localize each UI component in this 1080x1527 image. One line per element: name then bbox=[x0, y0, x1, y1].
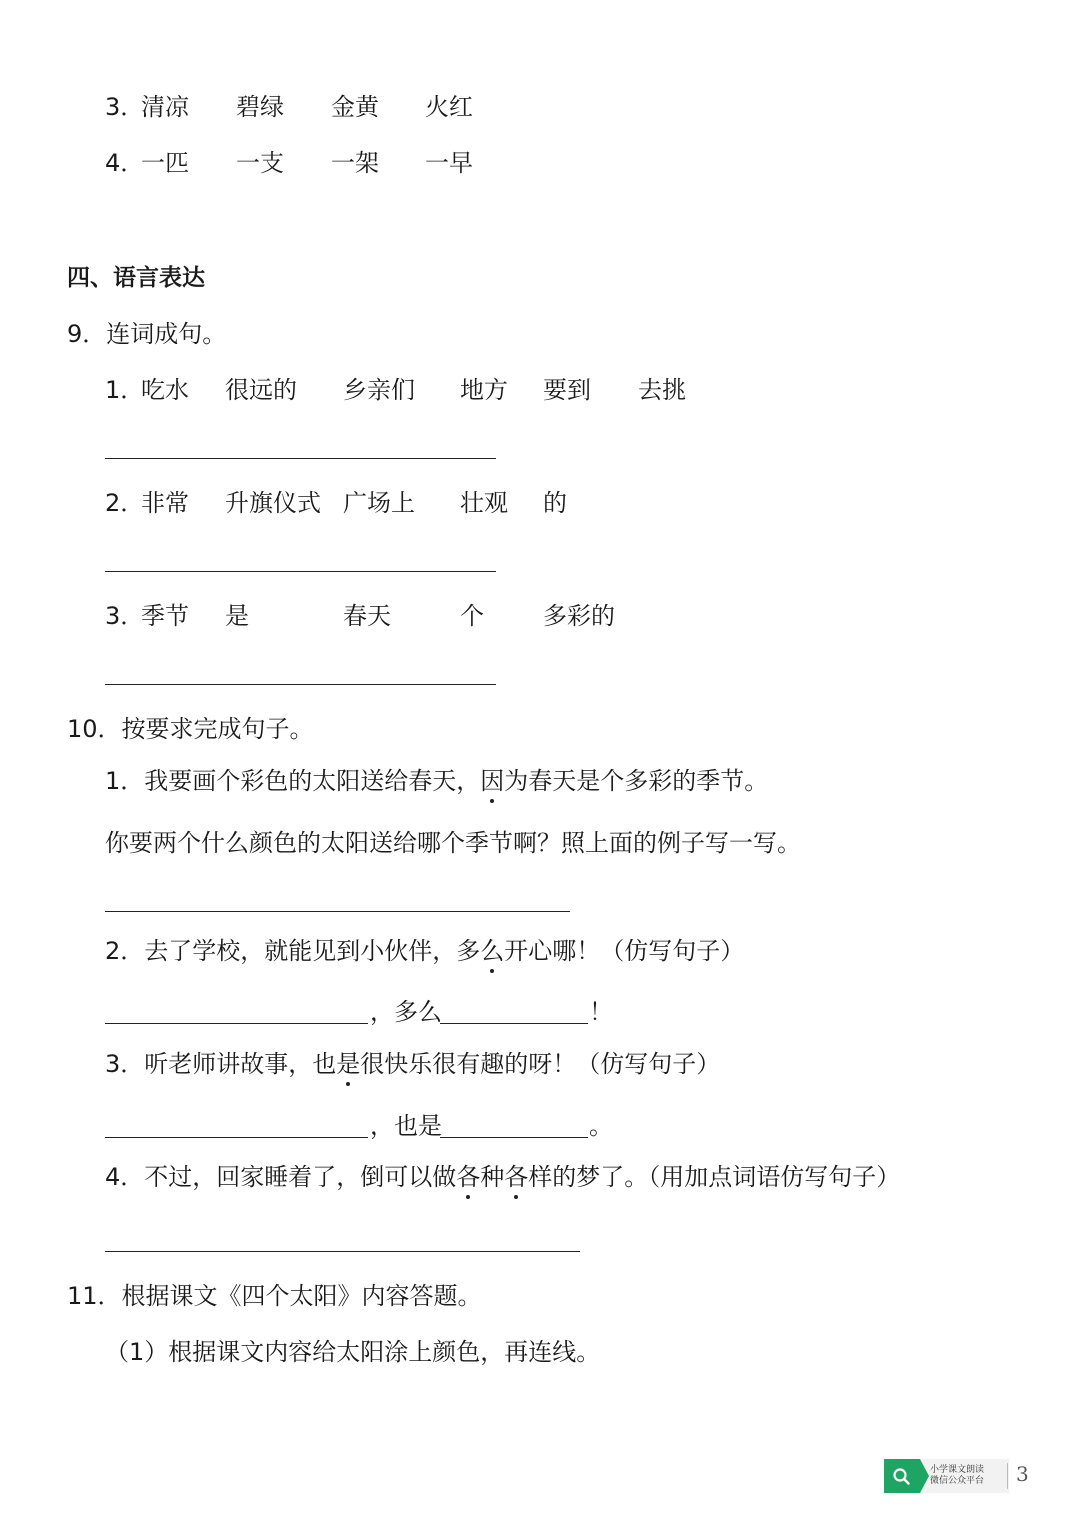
q10-item1-prompt: 你要两个什么颜色的太阳送给哪个季节啊？照上面的例子写一写。 bbox=[105, 829, 801, 857]
q10-item2-blank-1[interactable] bbox=[105, 1023, 368, 1024]
footer-brand-line2: 微信公众平台 bbox=[930, 1476, 985, 1486]
row4-word-1: 一匹 bbox=[141, 149, 189, 177]
text-segment: 开心哪！（仿写句子） bbox=[504, 937, 745, 965]
text-segment: 样 bbox=[528, 1163, 553, 1191]
q9-item3-word: 季节 bbox=[141, 602, 189, 630]
row4-word-2: 一支 bbox=[236, 149, 284, 177]
text-segment: 很快乐很有趣的呀！（仿写句子） bbox=[360, 1050, 721, 1078]
q10-item3-sentence bbox=[105, 1049, 720, 1079]
footer-logo bbox=[884, 1459, 920, 1493]
q10-item4-sentence bbox=[105, 1162, 900, 1192]
q9-item3-word: 多彩的 bbox=[543, 602, 615, 630]
q9-item1-number: 1． bbox=[105, 376, 145, 404]
row4-word-4: 一早 bbox=[425, 149, 473, 177]
text-segment: 为春天是个多彩的季节。 bbox=[504, 767, 769, 795]
section-heading: 四、语言表达 bbox=[67, 265, 205, 291]
emphasis-dot-char: 是 bbox=[336, 1050, 361, 1078]
row3-word-2: 碧绿 bbox=[236, 93, 284, 121]
q10-item3-blank-2[interactable] bbox=[440, 1137, 588, 1138]
q9-item2-answer-line[interactable] bbox=[105, 571, 496, 572]
q9-item1-word: 去挑 bbox=[638, 376, 686, 404]
emphasis-dot-char: 因 bbox=[480, 767, 505, 795]
q9-item1-word: 很远的 bbox=[225, 376, 297, 404]
q9-item3-answer-line[interactable] bbox=[105, 684, 496, 685]
footer-divider bbox=[1007, 1463, 1008, 1489]
emphasis-dot-char: 各 bbox=[504, 1163, 529, 1191]
row3-number: 3． bbox=[105, 93, 145, 121]
q9-item2-word: 非常 bbox=[141, 489, 189, 517]
q10-item4-answer-line[interactable] bbox=[105, 1251, 580, 1252]
row3-word-1: 清凉 bbox=[141, 93, 189, 121]
q9-item1-word: 地方 bbox=[460, 376, 508, 404]
row4-word-3: 一架 bbox=[331, 149, 379, 177]
search-icon bbox=[884, 1459, 920, 1493]
q9-item3-word: 是 bbox=[225, 602, 249, 630]
page-number: 3 bbox=[1016, 1462, 1029, 1486]
row3-word-3: 金黄 bbox=[331, 93, 379, 121]
emphasis-dot-char: 么 bbox=[480, 937, 505, 965]
q9-item2-word: 的 bbox=[543, 489, 567, 517]
q10-item1-answer-line[interactable] bbox=[105, 911, 570, 912]
q10-title: 10．按要求完成句子。 bbox=[67, 715, 314, 743]
q9-item3-word: 春天 bbox=[343, 602, 391, 630]
q11-sub1: （1）根据课文内容给太阳涂上颜色，再连线。 bbox=[105, 1338, 601, 1366]
text-segment: 1．我要画个彩色的太阳送给春天， bbox=[105, 767, 481, 795]
text-segment: 的梦了。（用加点词语仿写句子） bbox=[552, 1163, 901, 1191]
footer-badge bbox=[884, 1459, 1029, 1493]
q10-item2-end: ！ bbox=[589, 998, 613, 1026]
q9-item1-word: 吃水 bbox=[141, 376, 189, 404]
q9-item1-word: 乡亲们 bbox=[343, 376, 415, 404]
q10-item3-connector: ，也是 bbox=[370, 1112, 442, 1140]
q10-item2-sentence bbox=[105, 936, 744, 966]
q10-item2-connector: ，多么 bbox=[370, 998, 442, 1026]
q9-item2-word: 升旗仪式 bbox=[225, 489, 321, 517]
q9-item2-word: 广场上 bbox=[343, 489, 415, 517]
q11-title: 11．根据课文《四个太阳》内容答题。 bbox=[67, 1282, 482, 1310]
q9-item1-answer-line[interactable] bbox=[105, 458, 496, 459]
q10-item2-blank-2[interactable] bbox=[440, 1023, 588, 1024]
q9-item1-word: 要到 bbox=[543, 376, 591, 404]
q9-title: 9．连词成句。 bbox=[67, 320, 227, 348]
text-segment: 3．听老师讲故事，也 bbox=[105, 1050, 337, 1078]
q9-item3-number: 3． bbox=[105, 602, 145, 630]
q10-item1-sentence bbox=[105, 766, 768, 796]
emphasis-dot-char: 各 bbox=[456, 1163, 481, 1191]
text-segment: 种 bbox=[480, 1163, 505, 1191]
text-segment: 4．不过，回家睡着了，倒可以做 bbox=[105, 1163, 457, 1191]
row3-word-4: 火红 bbox=[425, 93, 473, 121]
q9-item2-number: 2． bbox=[105, 489, 145, 517]
q10-item3-blank-1[interactable] bbox=[105, 1137, 368, 1138]
footer-brand-line1: 小学课文朗读 bbox=[930, 1465, 985, 1475]
row4-number: 4． bbox=[105, 149, 145, 177]
text-segment: 2．去了学校，就能见到小伙伴，多 bbox=[105, 937, 481, 965]
q9-item2-word: 壮观 bbox=[460, 489, 508, 517]
q10-item3-end: 。 bbox=[589, 1112, 613, 1140]
q9-item3-word: 个 bbox=[460, 602, 484, 630]
